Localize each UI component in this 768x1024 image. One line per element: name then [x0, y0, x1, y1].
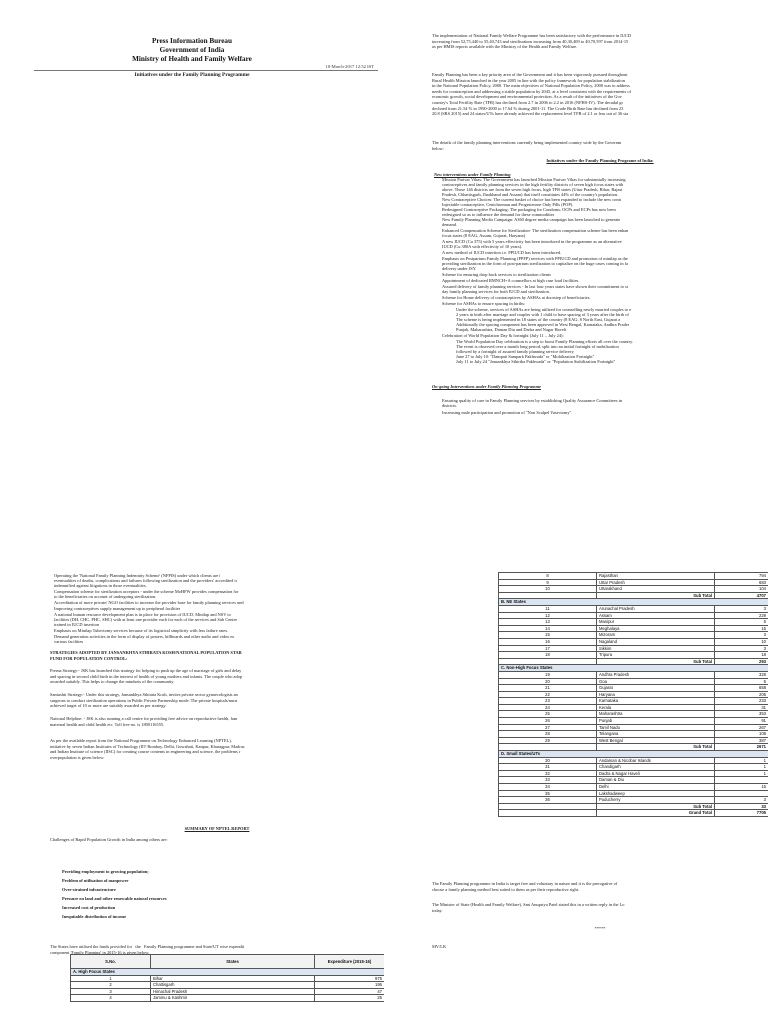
- row-number: 1: [71, 975, 151, 982]
- intro-paragraph: The implementation of National Family Welfare Programme has been satisfactory with the performance in IUCD increasing from 52,75,440 to 55,40,743 and sterilisations increasing from 40,30,409 to 40,70,597 from 2014-15 as per HMIS reports available with the Ministry of the Health and Family Welfare.: [432, 33, 632, 50]
- bullet-minilap: • Emphasis on Minilap Tubectomy services because of its logistical simplicity with less failure rates.: [54, 628, 228, 634]
- table-row: [499, 605, 768, 612]
- table-row: [499, 724, 768, 731]
- row-number: [499, 744, 597, 751]
- ongoing-heading: On-going Interventions under Family Planning Programme: [432, 384, 541, 389]
- table-row: [499, 678, 768, 685]
- bullet-assured-delivery: • Assured delivery of family planning services - In last four years states have shown their commitment to st: [442, 284, 628, 290]
- row-state: Arunachal Pradesh: [597, 605, 715, 612]
- table-row: [499, 685, 768, 692]
- details-paragraph: The details of the family planning interventions currently being implemented country wide by the Governm below:: [432, 140, 622, 151]
- ongoing-quality: • Ensuring quality of care in Family Planning services by establishing Quality Assurance Committees in: [442, 398, 622, 404]
- table-row: [499, 718, 768, 725]
- row-number: 4: [71, 995, 151, 1002]
- table-row: [499, 625, 768, 632]
- bullet-spacing: • Scheme for ASHAs to ensure spacing in births:: [442, 301, 525, 307]
- row-expenditure: 4707: [715, 592, 768, 599]
- row-state: Telangana: [597, 731, 715, 738]
- row-state: Karnataka: [597, 698, 715, 705]
- table-row: [499, 638, 768, 645]
- group-row: [499, 599, 768, 606]
- row-expenditure: 10: [715, 638, 768, 645]
- table-row: [499, 612, 768, 619]
- group-row: [499, 665, 768, 672]
- table-row: [499, 704, 768, 711]
- row-state: Delhi: [597, 784, 715, 791]
- row-state: Mizoram: [597, 632, 715, 639]
- strategies-heading-cont: FUND FOR POPULATION CONTROL:: [50, 656, 128, 661]
- row-expenditure: [715, 790, 768, 797]
- bullet-cont: contraceptives and family planning services in the high fertility districts of seven high focus states with: [442, 182, 624, 187]
- subtotal-label: Sub Total: [597, 803, 715, 810]
- row-number: [499, 810, 597, 817]
- challenge-item: • Inequitable distribution of income: [62, 914, 126, 920]
- row-state: Goa: [597, 678, 715, 685]
- challenge-item: • Providing employment to growing population;: [62, 869, 149, 875]
- bullet-cont: IUCD (Cu 380A with effectivity of 10 years).: [442, 244, 523, 249]
- summary-heading: SUMMARY OF NPTEL REPORT: [184, 826, 250, 831]
- column-header-states: States: [151, 955, 315, 969]
- row-number: 26: [499, 718, 597, 725]
- row-number: 22: [499, 691, 597, 698]
- ongoing-cont: districts.: [442, 403, 458, 408]
- row-expenditure: 15: [715, 625, 768, 632]
- prerna-strategy: Prerna Strategy:- JSK has launched this strategy for helping to push up the age of marriage of girls and delay and spacing in second child birth in the interest of health of young mothers and infants. The couple who adop awarded suitably. This helps to change the mindsets of the community.: [50, 668, 243, 685]
- row-number: 19: [499, 671, 597, 678]
- row-expenditure: 975: [315, 975, 385, 982]
- subtotal-label: Sub Total: [597, 744, 715, 751]
- challenge-item: • Increased cost of production: [62, 905, 115, 911]
- row-state: Nagaland: [597, 638, 715, 645]
- subtotal-row: [499, 592, 768, 599]
- row-expenditure: 15: [715, 784, 768, 791]
- bullet-world-population-day: • Celebration of World Population Day & fortnight (July 11 – July 24):: [442, 333, 564, 339]
- row-state: Tripura: [597, 652, 715, 659]
- bullet-cont: indemnified against litigations in those eventualities.: [54, 583, 147, 588]
- row-state: Himachal Pradesh: [151, 988, 315, 995]
- bullet-demand-generation: • Demand generation activities in the form of display of posters, billboards and other audio and video m: [54, 634, 234, 640]
- bullet-drop-back: • Scheme for ensuring drop back services to sterilization clients: [442, 272, 551, 278]
- row-expenditure: 233: [715, 698, 768, 705]
- row-expenditure: 1: [715, 764, 768, 771]
- row-state: Manipur: [597, 619, 715, 626]
- row-expenditure: 658: [715, 685, 768, 692]
- policy-paragraph: Family Planning has been a key priority area of the Government and it has been vigorously pursued throughout Rural Health Mission launched in the year 2005 in line with the policy framework for population stabilization in the National Population Policy, 2000. The main objectives of National Population Policy, 2000 was to address needs for contraception and addressing a stable population by 2045, at a level consistent with the requirements of economic growth, social development and environmental protection. As a result of the initiatives of the Gov country's Total Fertility Rate (TFR) has declined from 2.7 in 2006 to 2.2 in 2016 (NFHS-IV). The decadal gr declined from 21.54 % in 1990-2000 to 17.64 % during 2001-11. The Crude Birth Rate has declined from 23 20.8 (SRS 2015) and 24 states/UTs have already achieved the replacement level TFR of 2.1 or less out of 36 sta: [432, 72, 631, 117]
- row-state: Bihar: [151, 975, 315, 982]
- sub-item-cont: followed by a fortnight of assured family planning service delivery.: [456, 349, 575, 354]
- row-expenditure: 683: [715, 579, 768, 586]
- bullet-counsellors: • Appointment of dedicated RMNCH+A counsellors at high case load facilities.: [442, 278, 579, 284]
- santushti-strategy: Santushti Strategy:- Under this strategy, Jansankhya Sthirata Kosh, invites private sector gynaecologists an surgeons to conduct sterilization operations in Public Private Partnership mode. The private hospitals/nursi achieved target of 10 or more are suitably awarded as per strategy.: [50, 692, 238, 709]
- row-number: 2: [71, 982, 151, 989]
- sub-item: ○ The event is observed over a month long period, split into an initial fortnight of mobilization: [456, 344, 619, 350]
- row-expenditure: 7705: [715, 810, 768, 817]
- row-state: Lakshadweep: [597, 790, 715, 797]
- row-state: Gujarat: [597, 685, 715, 692]
- row-expenditure: 108: [715, 731, 768, 738]
- bullet-cont: above. These 146 districts are from the seven high focus, high TFR states (Uttar Pradesh, Bihar, Rajast: [442, 187, 623, 192]
- row-state: Rajasthan: [597, 573, 715, 580]
- bullet-media-campaign: • New Family Planning Media Campaign: A360 degree media campaign has been launched to generate: [442, 217, 620, 223]
- row-expenditure: 328: [715, 671, 768, 678]
- bullet-home-delivery: • Scheme for Home delivery of contraceptives by ASHAs at doorstep of beneficiaries.: [442, 295, 591, 301]
- row-expenditure: 31: [715, 704, 768, 711]
- bullet-cont: eventualities of deaths, complications and failures following sterilization and the providers' accredited ir: [54, 578, 238, 583]
- row-state: Jammu & Kashmir: [151, 995, 315, 1002]
- bullet-ppfp: • Emphasis on Postpartum Family Planning (PPFP) services with PPIUCD and promotion of minilap as the: [442, 256, 628, 262]
- table-row: [499, 671, 768, 678]
- sub-item: ○ June 27 to July 10: "Dampati Sampark Pakhwada" or "Mobilization Fortnight": [456, 354, 594, 360]
- row-number: 23: [499, 698, 597, 705]
- bullet-cont: focus states (8 EAG, Assam, Gujarat, Haryana): [442, 233, 526, 238]
- group-label: A. High Focus States: [71, 969, 385, 976]
- table-row: [499, 757, 768, 764]
- subtotal-row: [499, 810, 768, 817]
- ministry-name: Ministry of Health and Family Welfare: [132, 55, 252, 63]
- table-row: [499, 797, 768, 804]
- sub-item: ○ The scheme is being implemented in 18 states of the country (8 EAG, 8 North East, Gujarat a: [456, 317, 620, 323]
- bullet-packaging: • Redesigned Contraceptive Packaging: The packaging for Condoms, OCPs and ECPs has now been: [442, 207, 616, 213]
- page-1: [0, 0, 384, 512]
- row-expenditure: 1: [715, 770, 768, 777]
- table-row: [499, 764, 768, 771]
- expenditure-table-part-1: [70, 954, 385, 1002]
- bullet-cont: demand.: [442, 222, 457, 227]
- row-expenditure: 3: [715, 797, 768, 804]
- bullet-cont: Injectable contraceptive, Centchroman and Progesterone Only Pills (POP).: [442, 202, 574, 207]
- bullet-hr-plan: • A national human resource development plan is in place for provision of IUCD, Minilap and NSV to: [54, 612, 231, 618]
- row-expenditure: 1: [715, 757, 768, 764]
- expenditure-table-part-2: [498, 572, 768, 817]
- bullet-parivar-vikas: • Mission Parivar Vikas: The Government has launched Mission Parivar Vikas for substantially increasing: [442, 177, 626, 183]
- row-number: 15: [499, 632, 597, 639]
- bullet-cont: providing sterilization in the form of post-partum sterilization to capitalize on the huge cases coming in fa: [442, 261, 629, 266]
- row-expenditure: 205: [715, 691, 768, 698]
- row-expenditure: 195: [315, 982, 385, 989]
- row-number: [499, 658, 597, 665]
- row-number: 32: [499, 770, 597, 777]
- table-row: [499, 731, 768, 738]
- page-2: [384, 0, 768, 512]
- closing-paragraph: The Family Planning programme in India is target free and voluntary in nature and it is the prerogative of choose a family planning method best suited to them as per their reproductive right.: [432, 881, 618, 892]
- row-expenditure: 293: [715, 658, 768, 665]
- row-state: Tamil Nadu: [597, 724, 715, 731]
- sub-item: ○ July 11 to July 24 "Jansankhya Sthirtha Pakhwada" or "Population Stabilization Fortnight": [456, 359, 615, 365]
- bureau-name: Press Information Bureau: [152, 37, 232, 45]
- row-expenditure: 387: [715, 737, 768, 744]
- table-row: [499, 790, 768, 797]
- sub-item-cont: Additionally the spacing component has been approved in West Bengal, Karnataka, Andhra Prades: [456, 322, 630, 327]
- ongoing-male-participation: • Increasing male participation and promotion of "Non Scalpel Vasectomy".: [442, 410, 572, 416]
- row-state: Meghalaya: [597, 625, 715, 632]
- group-label: C. Non-High Focus States: [499, 665, 768, 672]
- table-row: [499, 645, 768, 652]
- header-divider: [34, 70, 378, 71]
- row-number: 33: [499, 777, 597, 784]
- row-expenditure: 353: [715, 711, 768, 718]
- row-state: Uttarakhand: [597, 586, 715, 593]
- row-number: 28: [499, 731, 597, 738]
- bullet-compensation-acceptors: • Compensation scheme for sterilization acceptors - under the scheme MoHFW provides compensation for: [54, 589, 239, 595]
- subtotal-label: Sub Total: [597, 592, 715, 599]
- government-name: Government of India: [159, 46, 225, 54]
- new-interventions-heading: New interventions under Family Planning: [434, 172, 511, 177]
- row-state: Daman & Diu: [597, 777, 715, 784]
- subtotal-row: [499, 658, 768, 665]
- row-state: Puducherry: [597, 797, 715, 804]
- bullet-cont: day family planning services for both IUCD and sterilization.: [442, 289, 550, 294]
- row-expenditure: [715, 777, 768, 784]
- subtotal-row: [499, 744, 768, 751]
- bullet-new-iucd: • A new IUCD (Cu 375) with 5 years effectivity has been introduced in the programme as an alternative: [442, 239, 622, 245]
- bullet-cont: Pradesh, Chhattisgarh, Jharkhand and Assam) that itself constitutes 44% of the country's population.: [442, 192, 619, 197]
- sub-item: ○ Under the scheme, services of ASHAs are being utilized for counselling newly married couples to e: [456, 307, 631, 313]
- row-expenditure: 104: [715, 586, 768, 593]
- row-number: 21: [499, 685, 597, 692]
- row-number: 11: [499, 605, 597, 612]
- group-label: D. Small States/UTs: [499, 751, 768, 758]
- funds-paragraph: The States have utilised the funds provided for the Family Planning programme and State/UT wise expendit component 'Family Planning' in 2015-16 is given below:: [50, 944, 245, 955]
- table-row: [499, 619, 768, 626]
- row-expenditure: 5: [715, 678, 768, 685]
- bullet-cont: trained in IUCD insertion: [54, 622, 99, 627]
- sub-item-cont: Punjab, Maharashtra, Daman Diu and Dadra and Nagar Haveli: [456, 327, 567, 332]
- minister-statement: The Minister of State (Health and Family Welfare), Smt Anupriya Patel stated this in a written reply in the Lo today.: [432, 902, 625, 913]
- challenge-item: • Problem of utilisation of manpower: [62, 878, 129, 884]
- bullet-cont: delivery under JSY.: [442, 266, 477, 271]
- row-expenditure: 3: [715, 605, 768, 612]
- row-state: Andaman & Nicobar Islands: [597, 757, 715, 764]
- row-expenditure: 18: [715, 652, 768, 659]
- row-number: 30: [499, 757, 597, 764]
- table-row: [499, 632, 768, 639]
- row-state: Kerala: [597, 704, 715, 711]
- row-number: 25: [499, 711, 597, 718]
- challenge-item: • Pressure on land and other renewable natural resources: [62, 896, 167, 902]
- row-expenditure: 25: [315, 995, 385, 1002]
- subtotal-label: Sub Total: [597, 658, 715, 665]
- row-number: 36: [499, 797, 597, 804]
- row-state: Andhra Pradesh: [597, 671, 715, 678]
- row-expenditure: 3: [715, 645, 768, 652]
- bullet-contraceptive-choices: • New Contraceptive Choices: The current basket of choice has been expanded to include the new contr: [442, 197, 621, 203]
- row-expenditure: 33: [715, 803, 768, 810]
- table-row: [499, 573, 768, 580]
- row-expenditure: 794: [715, 573, 768, 580]
- row-number: 31: [499, 764, 597, 771]
- row-number: 34: [499, 784, 597, 791]
- row-number: 24: [499, 704, 597, 711]
- challenges-intro: Challenges of Rapid Population Growth in India among others are:: [50, 837, 168, 842]
- row-state: Dadra & Nagar Haveli: [597, 770, 715, 777]
- release-title: Initiatives under the Family Planning Programme: [134, 72, 250, 78]
- challenge-item: • Over-strained infrastructure: [62, 887, 116, 893]
- page-3: [0, 512, 384, 1024]
- table-row: [499, 698, 768, 705]
- row-number: 10: [499, 586, 597, 593]
- nptel-paragraph: As per the available report from the National Programme on Technology Enhanced Learning (NPTEL), initiative by seven Indian Institutes of Technology (IIT Bombay, Delhi, Guwahati, Kanpur, Kharagpur, Madras and Indian Institute of science (IISC) for creating course contents in engineering and science, the problems r overpopulation is given below:: [50, 738, 245, 760]
- row-number: 20: [499, 678, 597, 685]
- row-number: 14: [499, 625, 597, 632]
- row-state: Maharashtra: [597, 711, 715, 718]
- row-number: 29: [499, 737, 597, 744]
- bullet-cont: redesigned so as to influence the demand for these commodities: [442, 212, 555, 217]
- table-row: [499, 711, 768, 718]
- row-number: [499, 803, 597, 810]
- bullet-cont: facilities (DH, CHC, PHC, SHC) with at least one provider each for each of the services and Sub Centre: [54, 617, 238, 622]
- row-number: 3: [71, 988, 151, 995]
- row-state: Chandigarh: [597, 764, 715, 771]
- bullet-ppiucd: • A new method of IUCD insertion i.e. PPIUCD has been introduced.: [442, 250, 561, 256]
- row-state: Uttar Pradesh: [597, 579, 715, 586]
- table-row: [499, 691, 768, 698]
- row-expenditure: 267: [715, 724, 768, 731]
- table-row: [499, 579, 768, 586]
- row-number: 35: [499, 790, 597, 797]
- row-number: 13: [499, 619, 597, 626]
- bullet-compensation: • Enhanced Compensation Scheme for Sterilization- The sterilization compensation scheme has been enhan: [442, 228, 628, 234]
- table-row: [499, 784, 768, 791]
- group-row: [499, 751, 768, 758]
- row-number: 18: [499, 652, 597, 659]
- table-row: [499, 737, 768, 744]
- release-date: 10-March-2017 12:52 IST: [325, 64, 374, 69]
- bullet-supply-management: • Improving contraceptives supply management up to peripheral facilities: [54, 606, 180, 612]
- row-number: [499, 592, 597, 599]
- row-state: Haryana: [597, 691, 715, 698]
- table-row: [499, 777, 768, 784]
- table-row: [499, 586, 768, 593]
- subtotal-label: Grand Total: [597, 810, 715, 817]
- row-number: 16: [499, 638, 597, 645]
- sub-item: ○ The World Population Day celebration is a step to boost Family Planning efforts all over the country.: [456, 339, 633, 345]
- subtotal-row: [499, 803, 768, 810]
- row-number: 9: [499, 579, 597, 586]
- strategies-heading: STRATEGIES ADOPTED BY JANSANKHYA STHIRATA KOSH/NATIONAL POPULATION STAB: [50, 650, 242, 655]
- row-expenditure: 3: [715, 632, 768, 639]
- row-expenditure: 5: [715, 619, 768, 626]
- row-state: West Bengal: [597, 737, 715, 744]
- row-expenditure: 2671: [715, 744, 768, 751]
- row-expenditure: 229: [715, 612, 768, 619]
- row-state: Punjab: [597, 718, 715, 725]
- row-state: Assam: [597, 612, 715, 619]
- row-expenditure: 91: [715, 718, 768, 725]
- bullet-cont: to the beneficiaries on account of undergoing sterilization.: [54, 594, 157, 599]
- row-state: Chattisgarh: [151, 982, 315, 989]
- bullet-nfpis: • Operating the 'National Family Planning Indemnity Scheme' (NFPIS) under which clients are i: [54, 573, 220, 579]
- sub-item-cont: 2 years in birth after marriage and couples with 1 child to have spacing of 3 years after the birth of: [456, 312, 629, 317]
- bullet-cont: various facilities: [54, 639, 84, 644]
- bullet-accreditation: • Accreditation of more private/ NGO facilities to increase the provider base for family planning services und: [54, 600, 244, 606]
- column-header-expenditure: Expenditure (2015-16): [315, 955, 385, 969]
- row-number: 27: [499, 724, 597, 731]
- initiatives-heading: Initiatives under the Family Planning Programe of India:: [546, 158, 654, 163]
- table-row: [499, 770, 768, 777]
- row-expenditure: 47: [315, 988, 385, 995]
- row-number: 12: [499, 612, 597, 619]
- column-header-sno: S.No.: [71, 955, 151, 969]
- row-state: Sikkim: [597, 645, 715, 652]
- end-stars: *****: [594, 926, 606, 931]
- national-helpline: National Helpline: - JSK is also running a call centre for providing free advice on reproductive health, fam maternal health and child health etc. Toll free no. is 1800116555.: [50, 716, 238, 727]
- group-label: B. NE States: [499, 599, 768, 606]
- row-number: 17: [499, 645, 597, 652]
- table-row: [499, 652, 768, 659]
- signoff: MV/LK: [432, 944, 447, 949]
- row-number: 8: [499, 573, 597, 580]
- page-4: [384, 512, 768, 1024]
